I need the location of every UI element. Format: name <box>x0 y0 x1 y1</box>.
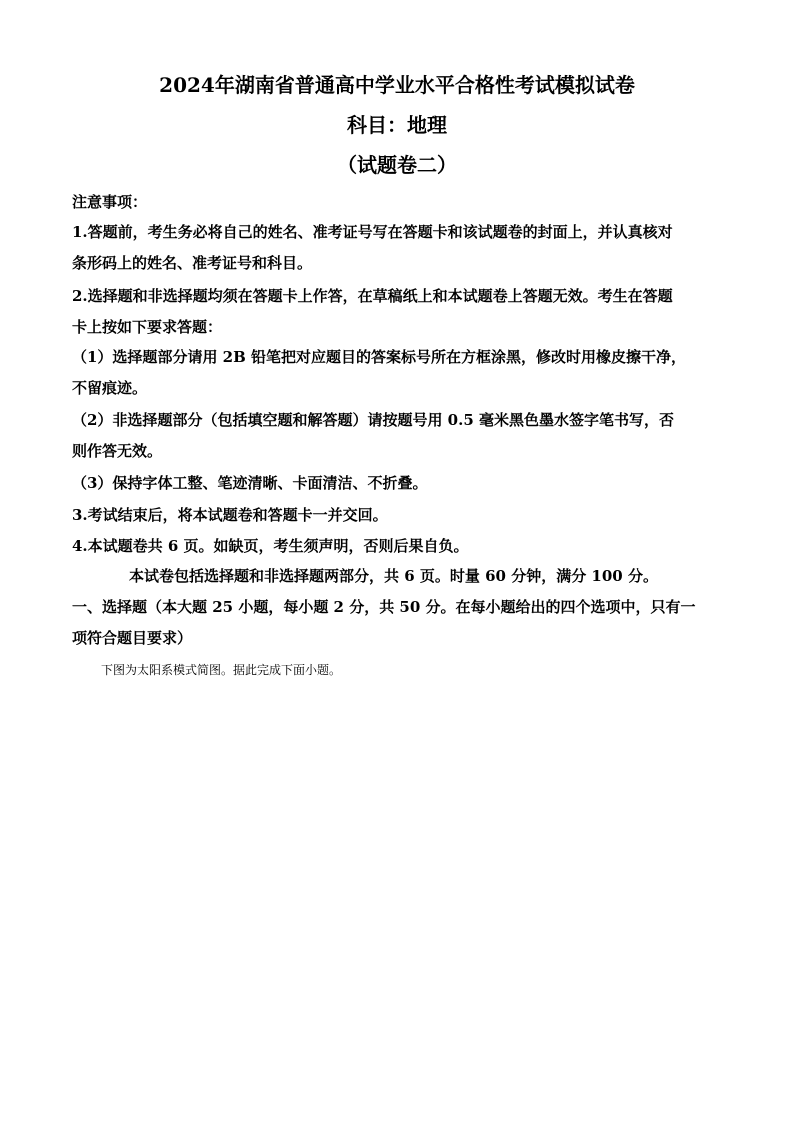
paper-label: （试题卷二） <box>337 153 457 177</box>
question-intro: 下图为太阳系模式简图。据此完成下面小题。 <box>101 663 342 677</box>
notice-line: 4.本试题卷共 6 页。如缺页，考生须声明，否则后果自负。 <box>72 537 469 555</box>
notice-line: （1）选择题部分请用 2B 铅笔把对应题目的答案标号所在方框涂黑，修改时用橡皮擦干净， <box>72 348 687 366</box>
notice-line: 不留痕迹。 <box>72 379 148 397</box>
notice-heading: 注意事项： <box>72 193 148 211</box>
page-title: 2024年湖南省普通高中学业水平合格性考试模拟试卷 <box>159 73 635 97</box>
exam-summary: 本试卷包括选择题和非选择题两部分，共 6 页。时量 60 分钟，满分 100 分。 <box>129 567 658 585</box>
notice-line: 3.考试结束后，将本试题卷和答题卡一并交回。 <box>72 506 388 524</box>
subject-title: 科目：地理 <box>347 113 447 137</box>
notice-line: （2）非选择题部分（包括填空题和解答题）请按题号用 0.5 毫米黑色墨水签字笔书写，否 <box>72 411 674 429</box>
notice-line: 条形码上的姓名、准考证号和科目。 <box>72 254 313 272</box>
section-heading-cont: 项符合题目要求） <box>72 629 193 647</box>
notice-line: 卡上按如下要求答题： <box>72 318 223 336</box>
notice-line: 1.答题前，考生务必将自己的姓名、准考证号写在答题卡和该试题卷的封面上，并认真核对 <box>72 223 673 241</box>
section-heading: 一、选择题（本大题 25 小题，每小题 2 分，共 50 分。在每小题给出的四个选项中，只有一 <box>72 598 696 616</box>
notice-line: 2.选择题和非选择题均须在答题卡上作答，在草稿纸上和本试题卷上答题无效。考生在答题 <box>72 287 673 305</box>
notice-line: 则作答无效。 <box>72 442 163 460</box>
notice-line: （3）保持字体工整、笔迹清晰、卡面清洁、不折叠。 <box>72 474 428 492</box>
